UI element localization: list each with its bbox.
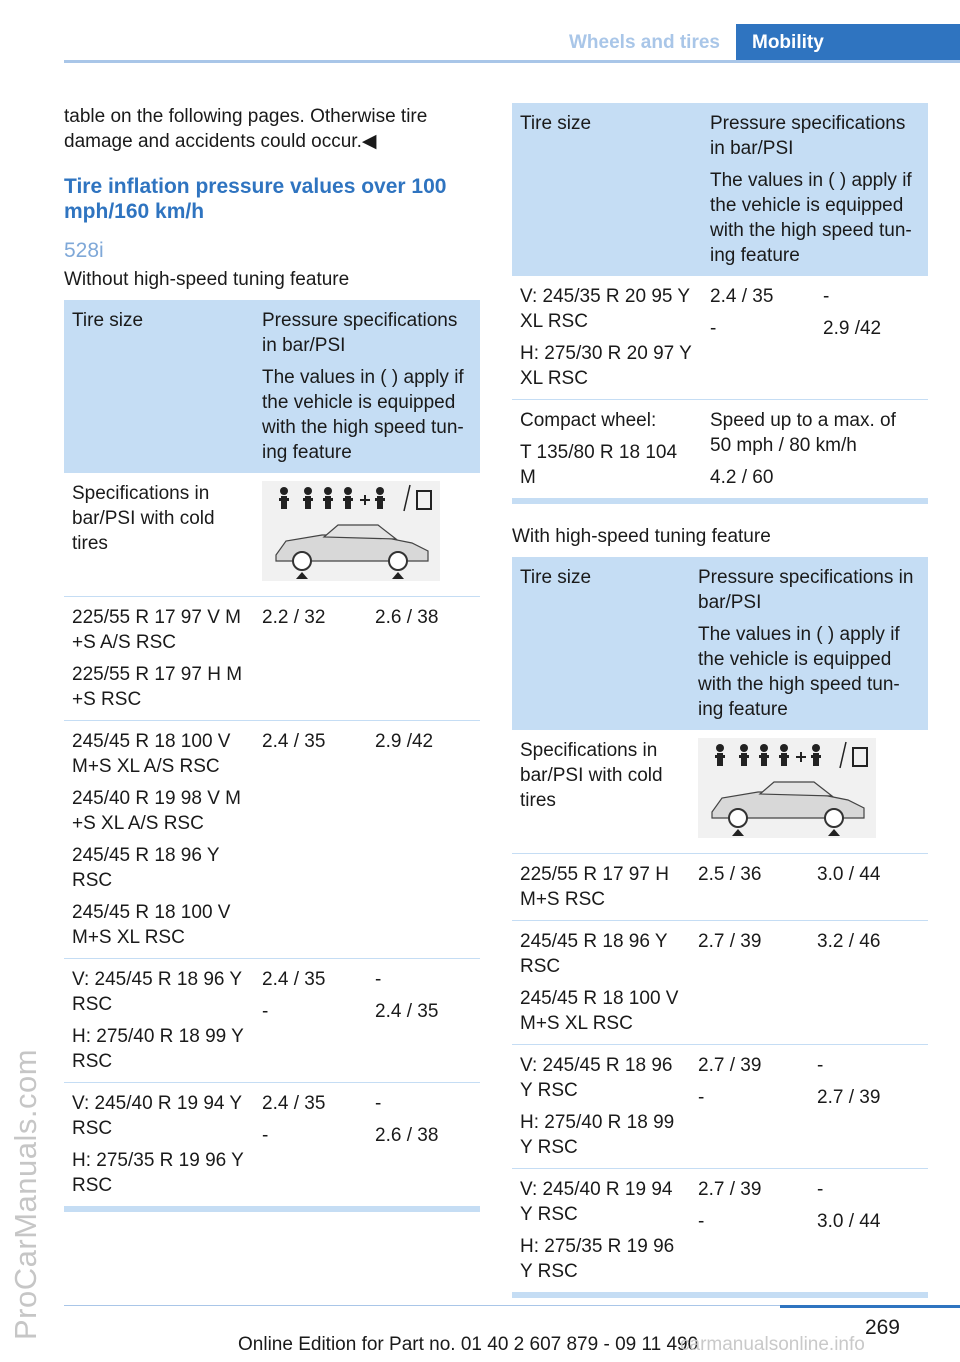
pressure-table-with	[512, 557, 928, 1298]
pressure-a-cell: 2.7 / 39 -	[690, 1045, 809, 1169]
load-diagram-cell	[690, 730, 928, 854]
side-watermark: ProCarManuals.com	[8, 1048, 43, 1340]
car-load-diagram-icon	[698, 738, 876, 838]
tire-size-cell: V: 245/40 R 19 94 Y RSC H: 275/35 R 19 96 Y RSC	[64, 1083, 254, 1210]
running-header-chapter: Mobility	[736, 24, 960, 62]
pressure-a-cell: 2.2 / 32	[254, 597, 367, 721]
pressure-a-cell: 2.4 / 35 -	[702, 276, 815, 400]
table-row	[512, 854, 928, 921]
left-column	[64, 104, 480, 1212]
pressure-b-cell: - 3.0 / 44	[809, 1169, 928, 1296]
pressure-a-cell: 2.5 / 36	[690, 854, 809, 921]
table-header-row	[512, 103, 928, 276]
subheading-without: Without high-speed tuning feature	[64, 269, 350, 290]
header-tire-size: Tire size	[512, 557, 690, 730]
tire-size-cell: V: 245/45 R 18 96 Y RSC H: 275/40 R 18 99 Y RSC	[512, 1045, 690, 1169]
tire-size-cell: V: 245/45 R 18 96 Y RSC H: 275/40 R 18 99 Y RSC	[64, 959, 254, 1083]
table-row	[512, 1169, 928, 1296]
subheading-with: With high-speed tuning feature	[512, 526, 771, 547]
pressure-b-cell: 2.9 /42	[367, 721, 480, 959]
pressure-b-cell: 2.6 / 38	[367, 597, 480, 721]
right-column	[512, 103, 928, 1298]
load-diagram-cell	[254, 473, 480, 597]
pressure-a-cell: 2.7 / 39 -	[690, 1169, 809, 1296]
tire-size-cell: 245/45 R 18 100 V M+S XL A/S RSC 245/40 R 19 98 V M +S XL A/S RSC 245/45 R 18 96 Y RSC 245/45 R 18 100 V M+S XL RSC	[64, 721, 254, 959]
compact-wheel-cell: Compact wheel: T 135/80 R 18 104 M	[512, 400, 702, 502]
table-header-row	[64, 300, 480, 473]
tire-size-cell: 225/55 R 17 97 V M +S A/S RSC 225/55 R 17 97 H M +S RSC	[64, 597, 254, 721]
compact-wheel-pressure-cell: Speed up to a max. of 50 mph / 80 km/h 4.2 / 60	[702, 400, 928, 502]
pressure-b-cell: - 2.7 / 39	[809, 1045, 928, 1169]
section-heading: Tire inflation pressure values over 100 mph/160 km/h	[64, 175, 447, 223]
footer-accent-rule	[780, 1305, 960, 1308]
header-tire-size: Tire size	[64, 300, 254, 473]
pressure-table-without	[64, 300, 480, 1212]
table-row	[512, 276, 928, 400]
table-row	[64, 959, 480, 1083]
page-number: 269	[864, 1316, 900, 1339]
car-load-diagram-icon	[262, 481, 440, 581]
header-pressure: Pressure specifications in bar/PSI The values in ( ) apply if the vehicle is equipped with the high speed tun‐ing feature	[690, 557, 928, 730]
spec-label: Specifications in bar/PSI with cold tires	[512, 730, 690, 854]
table-row	[512, 1045, 928, 1169]
pressure-table-continued	[512, 103, 928, 504]
footer-watermark: carmanualsonline.info	[680, 1334, 865, 1355]
pressure-b-cell: 3.0 / 44	[809, 854, 928, 921]
header-pressure: Pressure specifications in bar/PSI The values in ( ) apply if the vehicle is equipped with the high speed tun‐ing feature	[254, 300, 480, 473]
spec-row	[512, 730, 928, 854]
pressure-b-cell: - 2.4 / 35	[367, 959, 480, 1083]
tire-size-cell: 225/55 R 17 97 H M+S RSC	[512, 854, 690, 921]
pressure-b-cell: 3.2 / 46	[809, 921, 928, 1045]
pressure-a-cell: 2.4 / 35 -	[254, 959, 367, 1083]
table-row	[64, 597, 480, 721]
pressure-a-cell: 2.4 / 35	[254, 721, 367, 959]
running-header-section: Wheels and tires	[569, 32, 720, 53]
table-header-row	[512, 557, 928, 730]
tire-size-cell: V: 245/35 R 20 95 Y XL RSC H: 275/30 R 20 97 Y XL RSC	[512, 276, 702, 400]
header-pressure: Pressure specifications in bar/PSI The values in ( ) apply if the vehicle is equipped with the high speed tun‐ing feature	[702, 103, 928, 276]
pressure-b-cell: - 2.6 / 38	[367, 1083, 480, 1210]
pressure-b-cell: - 2.9 /42	[815, 276, 928, 400]
edition-footer: Online Edition for Part no. 01 40 2 607 879 - 09 11 490	[238, 1334, 699, 1355]
intro-text: table on the following pages. Otherwise tire damage and accidents could occur.◀	[64, 106, 428, 152]
spec-row	[64, 473, 480, 597]
spec-label: Specifications in bar/PSI with cold tires	[64, 473, 254, 597]
table-row	[64, 1083, 480, 1210]
tire-size-cell: 245/45 R 18 96 Y RSC 245/45 R 18 100 V M+S XL RSC	[512, 921, 690, 1045]
model-heading: 528i	[64, 239, 104, 262]
table-row	[64, 721, 480, 959]
tire-size-cell: V: 245/40 R 19 94 Y RSC H: 275/35 R 19 96 Y RSC	[512, 1169, 690, 1296]
compact-wheel-row	[512, 400, 928, 502]
table-row	[512, 921, 928, 1045]
pressure-a-cell: 2.4 / 35 -	[254, 1083, 367, 1210]
pressure-a-cell: 2.7 / 39	[690, 921, 809, 1045]
header-rule	[64, 60, 960, 63]
header-tire-size: Tire size	[512, 103, 702, 276]
